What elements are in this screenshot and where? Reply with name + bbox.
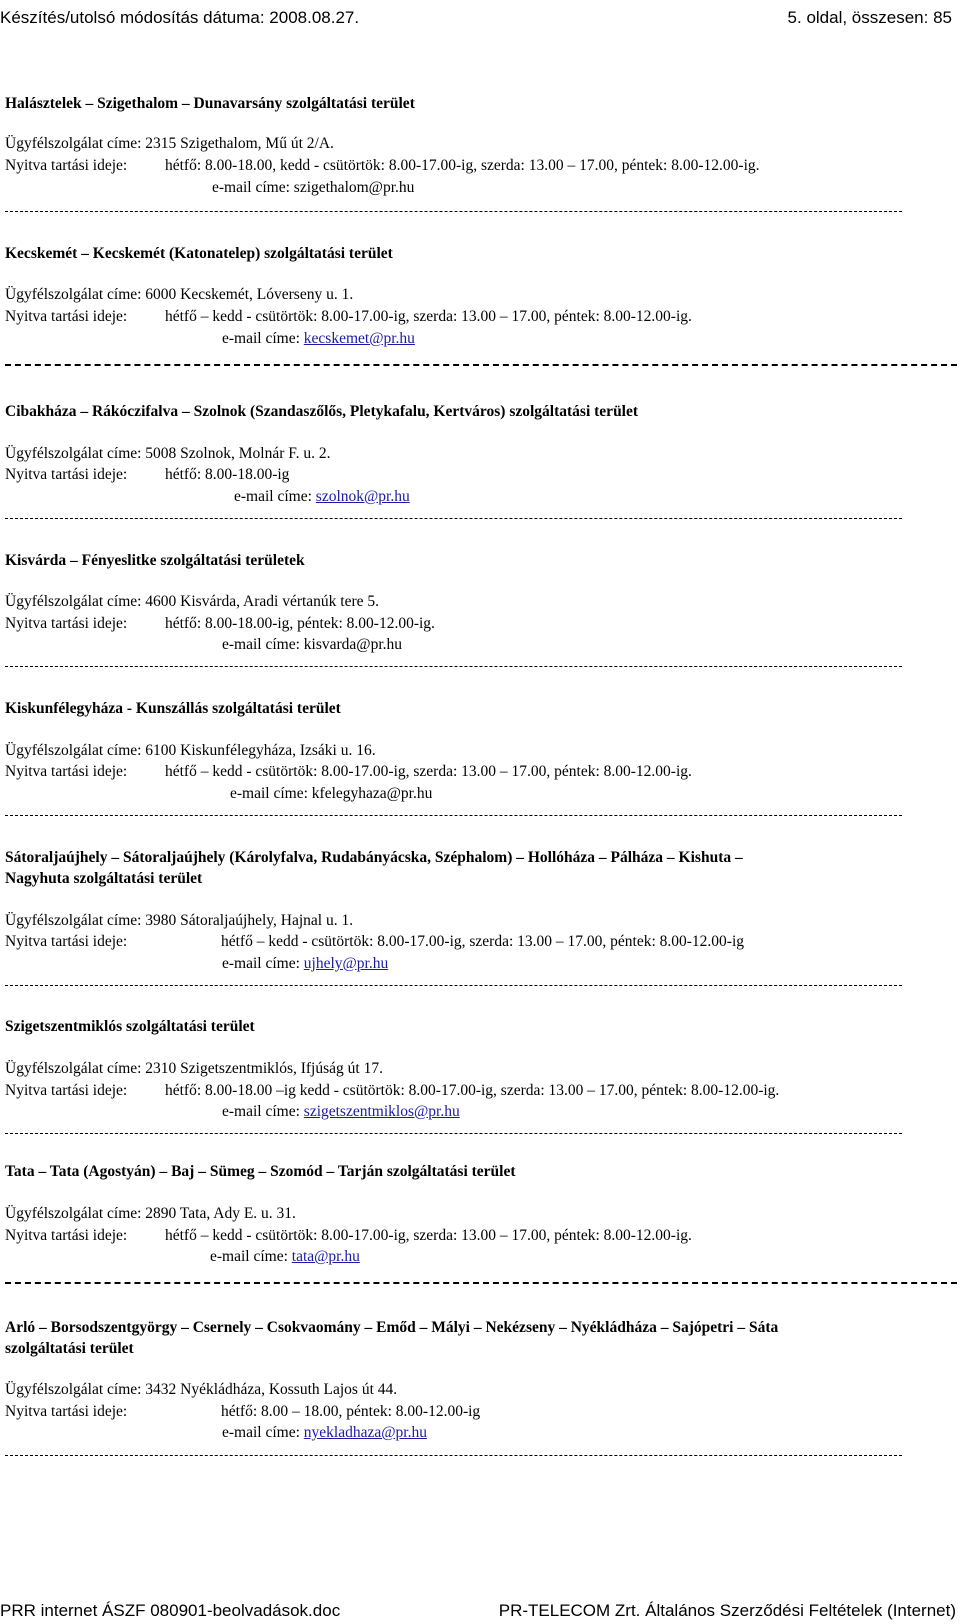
hours-line <box>5 762 692 782</box>
hours-value: hétfő – kedd - csütörtök: 8.00-17.00-ig, szerda: 13.00 – 17.00, péntek: 8.00-12.00-ig. <box>165 308 692 325</box>
email-link[interactable]: ujhely@pr.hu <box>303 955 389 972</box>
hours-label: Nyitva tartási ideje: <box>5 466 128 483</box>
address-line: Ügyfélszolgálat címe: 6000 Kecskemét, Lóverseny u. 1. <box>5 286 354 303</box>
hours-value: hétfő: 8.00-18.00-ig <box>165 466 290 483</box>
email-link[interactable]: kecskemet@pr.hu <box>303 330 415 347</box>
email-line <box>222 1423 427 1443</box>
section-title: Halásztelek – Szigethalom – Dunavarsány szolgáltatási terület <box>5 95 415 112</box>
email-line <box>212 178 414 198</box>
email-link[interactable]: tata@pr.hu <box>291 1248 360 1265</box>
address-line: Ügyfélszolgálat címe: 3432 Nyékládháza, Kossuth Lajos út 44. <box>5 1381 398 1398</box>
section-title: Kisvárda – Fényeslitke szolgáltatási területek <box>5 552 305 569</box>
hours-label: Nyitva tartási ideje: <box>5 1082 128 1099</box>
email-link[interactable]: szolnok@pr.hu <box>315 488 410 505</box>
separator <box>5 985 902 986</box>
hours-value: hétfő – kedd - csütörtök: 8.00-17.00-ig, szerda: 13.00 – 17.00, péntek: 8.00-12.00-ig. <box>165 1227 692 1244</box>
email-line <box>210 1247 360 1267</box>
separator <box>5 815 902 816</box>
email-address: szigethalom@pr.hu <box>293 179 415 196</box>
hours-line <box>5 932 745 952</box>
email-label: e-mail címe: <box>230 785 308 802</box>
address-line: Ügyfélszolgálat címe: 4600 Kisvárda, Aradi vértanúk tere 5. <box>5 593 380 610</box>
separator <box>5 1455 902 1456</box>
email-address: kisvarda@pr.hu <box>303 636 402 653</box>
section-title: Sátoraljaújhely – Sátoraljaújhely (Károlyfalva, Rudabányácska, Széphalom) – Hollóháza – Pálháza – Kishuta – <box>5 849 743 866</box>
email-link[interactable]: nyekladhaza@pr.hu <box>303 1424 427 1441</box>
hours-label: Nyitva tartási ideje: <box>5 308 128 325</box>
section-title-continued: Nagyhuta szolgáltatási terület <box>5 870 203 887</box>
separator <box>5 518 902 519</box>
hours-value: hétfő – kedd - csütörtök: 8.00-17.00-ig, szerda: 13.00 – 17.00, péntek: 8.00-12.00-ig <box>221 933 745 950</box>
email-line <box>234 487 410 507</box>
hours-value: hétfő: 8.00-18.00, kedd - csütörtök: 8.00-17.00-ig, szerda: 13.00 – 17.00, péntek: 8.00-12.00-ig. <box>165 157 760 174</box>
hours-label: Nyitva tartási ideje: <box>5 933 128 950</box>
hours-label: Nyitva tartási ideje: <box>5 1403 128 1420</box>
email-label: e-mail címe: <box>222 636 300 653</box>
document-title: PR-TELECOM Zrt. Általános Szerződési Feltételek (Internet) <box>498 1601 956 1620</box>
email-label: e-mail címe: <box>222 1103 300 1120</box>
hours-line <box>5 614 435 634</box>
document-filename: PRR internet ÁSZF 080901-beolvadások.doc <box>0 1601 341 1620</box>
section-title-continued: szolgáltatási terület <box>5 1340 134 1357</box>
email-line <box>222 329 415 349</box>
email-line <box>230 784 432 804</box>
email-label: e-mail címe: <box>212 179 290 196</box>
address-line: Ügyfélszolgálat címe: 2310 Szigetszentmiklós, Ifjúság út 17. <box>5 1060 383 1077</box>
email-line <box>222 1102 460 1122</box>
email-line <box>222 954 388 974</box>
hours-label: Nyitva tartási ideje: <box>5 763 128 780</box>
hours-value: hétfő: 8.00-18.00-ig, péntek: 8.00-12.00-ig. <box>165 615 435 632</box>
email-label: e-mail címe: <box>210 1248 288 1265</box>
email-label: e-mail címe: <box>222 330 300 347</box>
address-line: Ügyfélszolgálat címe: 5008 Szolnok, Molnár F. u. 2. <box>5 445 331 462</box>
email-label: e-mail címe: <box>234 488 312 505</box>
section-title: Kecskemét – Kecskemét (Katonatelep) szolgáltatási terület <box>5 245 393 262</box>
page-header <box>0 0 956 36</box>
section-title: Cibakháza – Rákóczifalva – Szolnok (Szandaszőlős, Pletykafalu, Kertváros) szolgáltatási terület <box>5 403 639 420</box>
hours-line <box>5 465 290 485</box>
section-title: Arló – Borsodszentgyörgy – Csernely – Csokvaomány – Emőd – Mályi – Nekézseny – Nyékládháza – Sajópetri – Sáta <box>5 1319 779 1336</box>
address-line: Ügyfélszolgálat címe: 2890 Tata, Ady E. u. 31. <box>5 1205 296 1222</box>
address-line: Ügyfélszolgálat címe: 6100 Kiskunfélegyháza, Izsáki u. 16. <box>5 742 376 759</box>
email-line <box>222 635 402 655</box>
hours-line <box>5 1402 481 1422</box>
hours-value: hétfő: 8.00 – 18.00, péntek: 8.00-12.00-ig <box>221 1403 481 1420</box>
separator-bold <box>5 1282 957 1284</box>
section-title: Tata – Tata (Agostyán) – Baj – Sümeg – Szomód – Tarján szolgáltatási terület <box>5 1163 516 1180</box>
page-footer <box>0 1597 960 1624</box>
section-title: Szigetszentmiklós szolgáltatási terület <box>5 1018 255 1035</box>
address-line: Ügyfélszolgálat címe: 2315 Szigethalom, Mű út 2/A. <box>5 135 334 152</box>
address-line: Ügyfélszolgálat címe: 3980 Sátoraljaújhely, Hajnal u. 1. <box>5 912 354 929</box>
hours-value: hétfő: 8.00-18.00 –ig kedd - csütörtök: 8.00-17.00-ig, szerda: 13.00 – 17.00, péntek: 8.00-12.00-ig. <box>165 1082 780 1099</box>
page-number: 5. oldal, összesen: 85 <box>787 8 952 27</box>
hours-line <box>5 1081 780 1101</box>
hours-line <box>5 307 692 327</box>
hours-label: Nyitva tartási ideje: <box>5 1227 128 1244</box>
hours-line <box>5 156 760 176</box>
separator <box>5 211 902 212</box>
email-link[interactable]: szigetszentmiklos@pr.hu <box>303 1103 460 1120</box>
hours-line <box>5 1226 692 1246</box>
hours-value: hétfő – kedd - csütörtök: 8.00-17.00-ig, szerda: 13.00 – 17.00, péntek: 8.00-12.00-ig. <box>165 763 692 780</box>
separator-bold <box>5 364 957 366</box>
email-label: e-mail címe: <box>222 955 300 972</box>
hours-label: Nyitva tartási ideje: <box>5 615 128 632</box>
hours-label: Nyitva tartási ideje: <box>5 157 128 174</box>
email-address: kfelegyhaza@pr.hu <box>311 785 433 802</box>
separator <box>5 1133 902 1134</box>
separator <box>5 666 902 667</box>
section-title: Kiskunfélegyháza - Kunszállás szolgáltatási terület <box>5 700 341 717</box>
document-date: Készítés/utolsó módosítás dátuma: 2008.08.27. <box>0 8 360 27</box>
email-label: e-mail címe: <box>222 1424 300 1441</box>
